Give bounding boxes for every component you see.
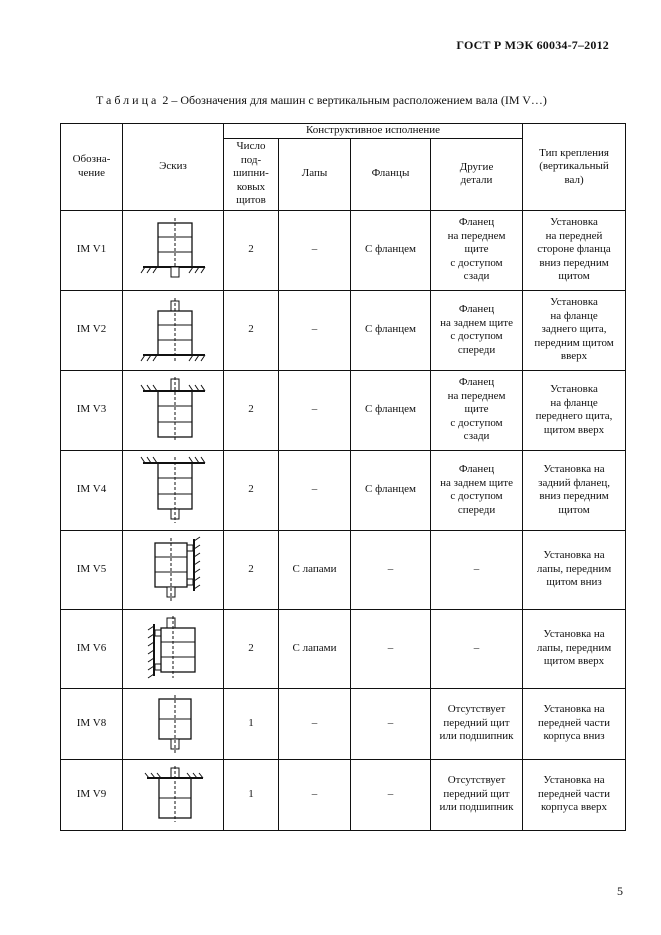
row-feet: –	[279, 370, 351, 450]
table-caption	[96, 93, 547, 108]
caption-text: 2 – Обозначения для машин с вертикальным расположением вала (IM V…)	[159, 93, 547, 107]
row-flange: –	[351, 609, 431, 688]
row-flange: –	[351, 688, 431, 759]
sketch-im-v5	[123, 530, 224, 609]
row-count: 2	[224, 450, 279, 530]
page-number: 5	[617, 884, 623, 898]
row-count: 2	[224, 609, 279, 688]
row-mount: Установка на фланце переднего щита, щитом вверх	[523, 370, 626, 450]
standard-number: ГОСТ Р МЭК 60034-7–2012	[456, 38, 609, 52]
table-row	[61, 450, 626, 530]
motor-sketch-icon	[133, 455, 213, 525]
row-feet: –	[279, 290, 351, 370]
row-code: IM V3	[61, 370, 123, 450]
motor-sketch-icon	[133, 764, 213, 826]
row-flange: –	[351, 530, 431, 609]
row-flange: С фланцем	[351, 450, 431, 530]
row-other: Фланец на заднем щите с доступом спереди	[431, 450, 523, 530]
row-feet: –	[279, 759, 351, 830]
row-count: 2	[224, 530, 279, 609]
row-flange: С фланцем	[351, 210, 431, 290]
motor-sketch-icon	[133, 535, 213, 605]
row-code: IM V6	[61, 609, 123, 688]
motor-sketch-icon	[133, 215, 213, 285]
motor-sketch-icon	[133, 295, 213, 365]
table-row	[61, 609, 626, 688]
table-row	[61, 530, 626, 609]
row-other: Фланец на переднем щите с доступом сзади	[431, 210, 523, 290]
row-mount: Установка на передней части корпуса вниз	[523, 688, 626, 759]
row-code: IM V4	[61, 450, 123, 530]
row-count: 2	[224, 210, 279, 290]
designation-table	[60, 123, 626, 831]
row-mount: Установка на фланце заднего щита, передним щитом вверх	[523, 290, 626, 370]
sketch-im-v9	[123, 759, 224, 830]
sketch-im-v4	[123, 450, 224, 530]
row-count: 2	[224, 370, 279, 450]
row-mount: Установка на лапы, передним щитом вверх	[523, 609, 626, 688]
row-feet: С лапами	[279, 530, 351, 609]
row-code: IM V2	[61, 290, 123, 370]
col-bearing-count: Число под- шипни- ковых щитов	[224, 138, 279, 210]
row-feet: –	[279, 688, 351, 759]
col-sketch: Эскиз	[123, 124, 224, 211]
row-mount: Установка на передней стороне фланца вниз передним щитом	[523, 210, 626, 290]
col-mounting: Тип крепления (вертикальный вал)	[523, 124, 626, 211]
row-mount: Установка на передней части корпуса вверх	[523, 759, 626, 830]
row-code: IM V9	[61, 759, 123, 830]
row-flange: –	[351, 759, 431, 830]
col-feet: Лапы	[279, 138, 351, 210]
row-other: Отсутствует передний щит или подшипник	[431, 688, 523, 759]
row-feet: –	[279, 210, 351, 290]
row-other: Фланец на заднем щите с доступом спереди	[431, 290, 523, 370]
table-row	[61, 210, 626, 290]
row-code: IM V1	[61, 210, 123, 290]
row-feet: –	[279, 450, 351, 530]
row-other: Фланец на переднем щите с доступом сзади	[431, 370, 523, 450]
row-other: –	[431, 609, 523, 688]
col-flanges: Фланцы	[351, 138, 431, 210]
sketch-im-v6	[123, 609, 224, 688]
motor-sketch-icon	[133, 375, 213, 445]
row-other: Отсутствует передний щит или подшипник	[431, 759, 523, 830]
row-flange: С фланцем	[351, 290, 431, 370]
row-count: 1	[224, 688, 279, 759]
row-mount: Установка на лапы, передним щитом вниз	[523, 530, 626, 609]
motor-sketch-icon	[133, 614, 213, 684]
row-feet: С лапами	[279, 609, 351, 688]
col-designation: Обозна- чение	[61, 124, 123, 211]
row-mount: Установка на задний фланец, вниз передним щитом	[523, 450, 626, 530]
row-flange: С фланцем	[351, 370, 431, 450]
table-row	[61, 759, 626, 830]
row-count: 1	[224, 759, 279, 830]
row-count: 2	[224, 290, 279, 370]
sketch-im-v3	[123, 370, 224, 450]
motor-sketch-icon	[133, 693, 213, 755]
row-other: –	[431, 530, 523, 609]
table-row	[61, 290, 626, 370]
sketch-im-v8	[123, 688, 224, 759]
sketch-im-v2	[123, 290, 224, 370]
table-row	[61, 688, 626, 759]
row-code: IM V5	[61, 530, 123, 609]
col-design-group: Конструктивное исполнение	[224, 124, 523, 139]
table-row	[61, 370, 626, 450]
sketch-im-v1	[123, 210, 224, 290]
row-code: IM V8	[61, 688, 123, 759]
caption-label: Таблица	[96, 93, 160, 107]
col-other: Другие детали	[431, 138, 523, 210]
